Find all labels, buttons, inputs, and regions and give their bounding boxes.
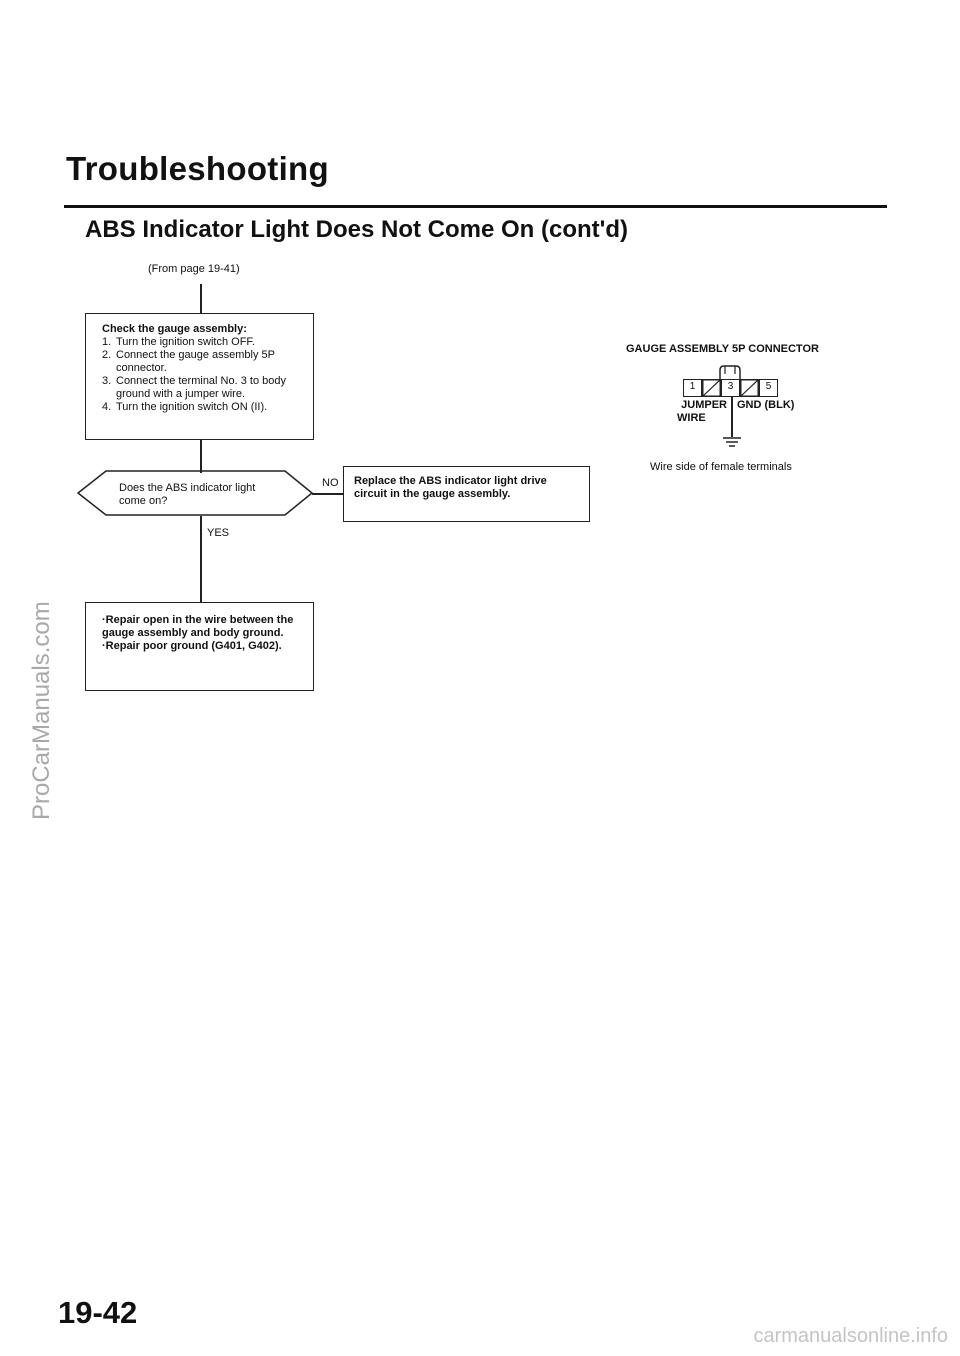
connector-face [683,379,779,397]
check-step-1: 1. Turn the ignition switch OFF. [102,336,255,348]
gnd-label: GND (BLK) [737,399,795,411]
check-box-title: Check the gauge assembly: [102,323,247,335]
terminal-3: 3 [721,379,740,397]
repair-box [85,602,314,691]
terminal-5: 5 [759,379,778,397]
jumper-wire-label: JUMPER WIRE [677,399,727,424]
check-gauge-box [85,313,314,440]
check-step-4: 4. Turn the ignition switch ON (II). [102,401,268,413]
header-rule [64,205,887,208]
section-title: Troubleshooting [66,150,329,187]
connector-line-top [200,284,202,314]
terminal-4-empty [740,379,759,397]
terminal-2-empty [702,379,721,397]
yes-label: YES [207,527,230,539]
replace-circuit-text: Replace the ABS indicator light drive circuit in the gauge assembly. [354,475,547,500]
ground-symbol-icon [721,436,743,448]
ground-wire-line [731,397,733,437]
connector-caption: Wire side of female terminals [650,461,792,473]
bottom-watermark: carmanualsonline.info [753,1325,948,1347]
connector-line-mid [200,440,202,473]
check-step-3: 3. Connect the terminal No. 3 to body ground with a jumper wire. [102,375,286,400]
page-subtitle: ABS Indicator Light Does Not Come On (cont'd) [85,216,629,243]
no-branch-line [312,493,344,495]
repair-ground-text: ·Repair poor ground (G401, G402). [102,640,282,652]
no-label: NO [322,477,339,489]
side-watermark: ProCarManuals.com [28,601,55,820]
repair-open-wire-text: ·Repair open in the wire between the gauge assembly and body ground. [102,614,294,639]
yes-branch-line [200,516,202,603]
replace-circuit-box [343,466,590,522]
from-page-label: (From page 19-41) [148,263,240,275]
page-number: 19-42 [58,1295,138,1330]
terminal-1: 1 [683,379,702,397]
check-step-2: 2. Connect the gauge assembly 5P connector. [102,349,275,374]
decision-question: Does the ABS indicator light come on? [119,482,256,507]
connector-title: GAUGE ASSEMBLY 5P CONNECTOR [626,343,819,355]
